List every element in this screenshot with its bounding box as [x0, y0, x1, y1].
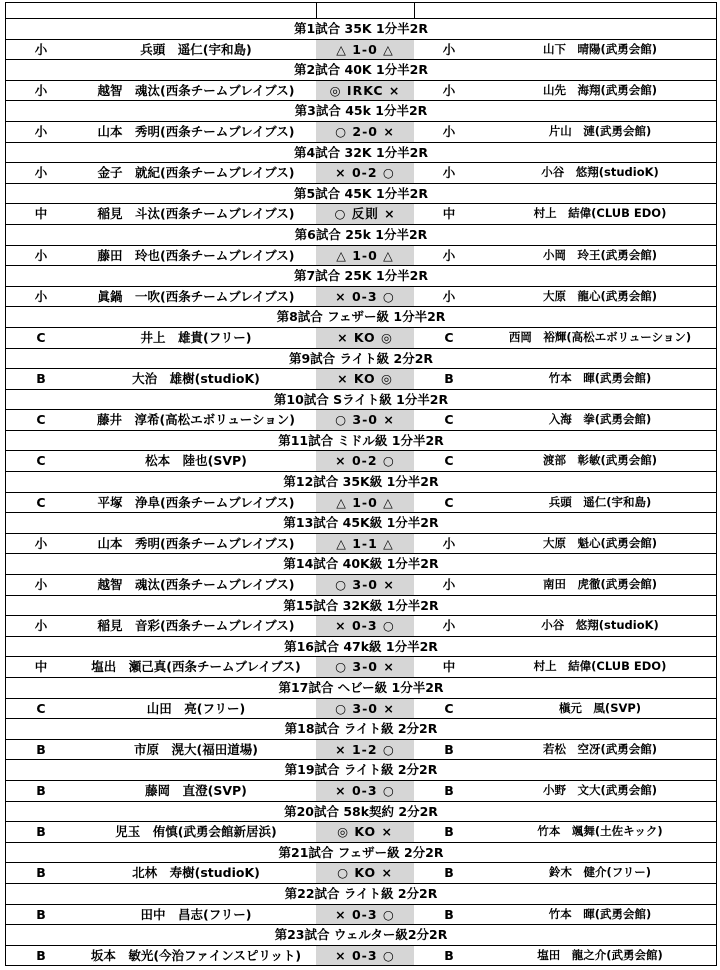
column-divider [316, 3, 317, 18]
right-class: 小 [442, 165, 456, 181]
right-class: 小 [442, 82, 456, 98]
left-fighter-name: 藤田 玲也(西条チームブレイブス) [97, 247, 295, 263]
bout-header: 第1試合 35K 1分半2R [6, 19, 716, 40]
bout-row [6, 122, 716, 143]
right-fighter-name: 西岡 裕輝(高松エボリューション) [508, 329, 692, 344]
left-class: 小 [34, 123, 48, 139]
bout-result: △ 1-0 △ [316, 246, 414, 266]
right-class: 中 [442, 206, 456, 222]
right-fighter-name: 入海 拳(武勇会館) [548, 412, 652, 427]
bout-result: △ 1-0 △ [316, 40, 414, 60]
left-class: 小 [34, 535, 48, 551]
left-fighter-name: 市原 滉大(福田道場) [134, 741, 258, 757]
right-fighter-name: 槇元 風(SVP) [558, 700, 642, 715]
right-class: C [444, 494, 454, 510]
bout-header: 第2試合 40K 1分半2R [6, 60, 716, 81]
right-fighter-name: 山下 晴陽(武勇会館) [542, 41, 657, 56]
left-fighter-name: 坂本 敏光(今治ファインスピリット) [90, 947, 302, 963]
bout-result: △ 1-1 △ [316, 534, 414, 554]
bout-header: 第16試合 47k級 1分半2R [6, 637, 716, 658]
right-fighter-name: 小野 文大(武勇会館) [542, 782, 657, 797]
left-fighter-name: 越智 魂汰(西条チームブレイブス) [97, 577, 295, 593]
right-fighter-name: 山先 海翔(武勇会館) [542, 82, 657, 97]
bout-result: ◎ IRKC × [316, 81, 414, 101]
right-fighter-name: 小谷 悠翔(studioK) [541, 618, 659, 633]
right-fighter-name: 兵頭 遥仁(宇和島) [548, 494, 652, 509]
bout-result: × 0-3 ○ [316, 905, 414, 925]
left-fighter-name: 金子 就紀(西条チームブレイブス) [97, 165, 295, 181]
bout-row [6, 328, 716, 349]
left-fighter-name: 稲見 音彩(西条チームブレイブス) [97, 618, 295, 634]
bout-header: 第9試合 ライト級 2分2R [6, 349, 716, 370]
left-class: C [36, 412, 46, 428]
bout-result: × 0-3 ○ [316, 946, 414, 966]
bout-result: ◎ KO × [316, 822, 414, 842]
right-fighter-name: 村上 結偉(CLUB EDO) [533, 206, 667, 221]
bout-result: ○ KO × [316, 863, 414, 883]
right-class: C [444, 700, 454, 716]
right-class: 小 [442, 618, 456, 634]
left-class: 小 [34, 82, 48, 98]
bout-result: × 0-3 ○ [316, 287, 414, 307]
right-class: C [444, 453, 454, 469]
bout-header: 第20試合 58k契約 2分2R [6, 802, 716, 823]
right-fighter-name: 鈴木 健介(フリー) [548, 865, 652, 880]
bout-result: ○ 3-0 × [316, 410, 414, 430]
bout-result: ○ 3-0 × [316, 699, 414, 719]
bout-result: △ 1-0 △ [316, 493, 414, 513]
bout-header: 第19試合 ライト級 2分2R [6, 760, 716, 781]
left-class: C [36, 700, 46, 716]
right-class: B [444, 865, 454, 881]
bout-row [6, 657, 716, 678]
left-class: 小 [34, 288, 48, 304]
left-fighter-name: 松本 陸也(SVP) [145, 453, 247, 469]
bout-row [6, 740, 716, 761]
bout-result: × KO ◎ [316, 369, 414, 389]
left-fighter-name: 北林 寿樹(studioK) [132, 865, 260, 881]
bout-header: 第10試合 Sライト級 1分半2R [6, 390, 716, 411]
left-fighter-name: 塩出 瀬己真(西条チームブレイブス) [91, 659, 301, 675]
right-fighter-name: 大原 龍心(武勇会館) [542, 288, 657, 303]
left-class: 中 [34, 659, 48, 675]
right-fighter-name: 塩田 龍之介(武勇会館) [537, 947, 663, 962]
right-fighter-name: 大原 魁心(武勇会館) [542, 535, 657, 550]
left-fighter-name: 越智 魂汰(西条チームブレイブス) [97, 82, 295, 98]
bout-row [6, 575, 716, 596]
left-class: B [36, 741, 46, 757]
bout-row [6, 81, 716, 102]
bout-row [6, 905, 716, 926]
right-class: B [444, 371, 454, 387]
left-class: C [36, 453, 46, 469]
left-fighter-name: 藤岡 直澄(SVP) [145, 782, 247, 798]
results-sheet [5, 2, 717, 966]
bout-row [6, 246, 716, 267]
right-fighter-name: 小岡 玲王(武勇会館) [542, 247, 657, 262]
left-class: 小 [34, 618, 48, 634]
bout-result: ○ 2-0 × [316, 122, 414, 142]
right-fighter-name: 竹本 暉(武勇会館) [548, 906, 652, 921]
left-class: B [36, 906, 46, 922]
right-class: 小 [442, 577, 456, 593]
right-class: B [444, 824, 454, 840]
left-fighter-name: 兵頭 遥仁(宇和島) [140, 41, 252, 57]
left-class: B [36, 824, 46, 840]
bout-row [6, 410, 716, 431]
bout-header: 第18試合 ライト級 2分2R [6, 719, 716, 740]
bout-header: 第15試合 32K級 1分半2R [6, 596, 716, 617]
left-fighter-name: 平塚 浄阜(西条チームブレイブス) [97, 494, 295, 510]
right-class: 小 [442, 41, 456, 57]
bout-result: ○ 3-0 × [316, 657, 414, 677]
bout-row [6, 822, 716, 843]
right-class: C [444, 329, 454, 345]
right-class: 小 [442, 535, 456, 551]
bout-header: 第12試合 35K級 1分半2R [6, 472, 716, 493]
bout-header: 第11試合 ミドル級 1分半2R [6, 431, 716, 452]
bout-header: 第6試合 25k 1分半2R [6, 225, 716, 246]
left-fighter-name: 井上 雄貴(フリー) [140, 329, 252, 345]
bout-row [6, 369, 716, 390]
left-fighter-name: 児玉 侑慎(武勇会館新居浜) [115, 824, 277, 840]
top-blank-row [6, 3, 716, 19]
bout-row [6, 534, 716, 555]
bout-row [6, 699, 716, 720]
right-class: 中 [442, 659, 456, 675]
bout-result: × 1-2 ○ [316, 740, 414, 760]
right-fighter-name: 若松 空冴(武勇会館) [542, 741, 657, 756]
column-divider [414, 3, 415, 18]
right-class: C [444, 412, 454, 428]
bout-result: ○ 反則 × [316, 204, 414, 224]
bout-row [6, 493, 716, 514]
bout-result: × 0-2 ○ [316, 451, 414, 471]
bout-header: 第14試合 40K級 1分半2R [6, 554, 716, 575]
right-class: 小 [442, 288, 456, 304]
right-fighter-name: 片山 漣(武勇会館) [548, 123, 652, 138]
right-fighter-name: 竹本 颯舞(土佐キック) [537, 824, 663, 839]
bout-header: 第21試合 フェザー級 2分2R [6, 843, 716, 864]
left-class: 小 [34, 577, 48, 593]
left-fighter-name: 稲見 斗汰(西条チームブレイブス) [97, 206, 295, 222]
bout-header: 第3試合 45k 1分半2R [6, 101, 716, 122]
left-fighter-name: 大治 雄樹(studioK) [132, 371, 260, 387]
right-class: B [444, 947, 454, 963]
bout-header: 第17試合 ヘビー級 1分半2R [6, 678, 716, 699]
bout-result: × 0-3 ○ [316, 616, 414, 636]
right-fighter-name: 渡部 彰敏(武勇会館) [542, 453, 657, 468]
right-class: B [444, 782, 454, 798]
left-class: 中 [34, 206, 48, 222]
bout-result: × 0-2 ○ [316, 163, 414, 183]
right-class: 小 [442, 123, 456, 139]
bout-header: 第7試合 25K 1分半2R [6, 266, 716, 287]
left-fighter-name: 田中 昌志(フリー) [140, 906, 252, 922]
bout-result: ○ 3-0 × [316, 575, 414, 595]
right-fighter-name: 南田 虎徹(武勇会館) [542, 577, 657, 592]
bout-header: 第4試合 32K 1分半2R [6, 143, 716, 164]
left-class: C [36, 329, 46, 345]
bout-result: × KO ◎ [316, 328, 414, 348]
right-class: B [444, 741, 454, 757]
left-fighter-name: 山本 秀明(西条チームブレイブス) [97, 535, 295, 551]
left-class: B [36, 865, 46, 881]
right-fighter-name: 小谷 悠翔(studioK) [541, 165, 659, 180]
bout-result: × 0-3 ○ [316, 781, 414, 801]
left-fighter-name: 藤井 淳希(高松エボリューション) [96, 412, 296, 428]
left-class: 小 [34, 165, 48, 181]
left-class: B [36, 782, 46, 798]
bout-header: 第8試合 フェザー級 1分半2R [6, 307, 716, 328]
left-fighter-name: 眞鍋 一吹(西条チームブレイブス) [97, 288, 295, 304]
left-fighter-name: 山本 秀明(西条チームブレイブス) [97, 123, 295, 139]
bout-row [6, 163, 716, 184]
left-class: B [36, 947, 46, 963]
left-class: 小 [34, 41, 48, 57]
bout-row [6, 204, 716, 225]
bout-row [6, 451, 716, 472]
right-fighter-name: 竹本 暉(武勇会館) [548, 371, 652, 386]
right-fighter-name: 村上 結偉(CLUB EDO) [533, 659, 667, 674]
bout-row [6, 781, 716, 802]
bout-row [6, 616, 716, 637]
left-fighter-name: 山田 亮(フリー) [146, 700, 246, 716]
bout-row [6, 287, 716, 308]
left-class: 小 [34, 247, 48, 263]
bout-header: 第13試合 45K級 1分半2R [6, 513, 716, 534]
bout-header: 第5試合 45K 1分半2R [6, 184, 716, 205]
right-class: 小 [442, 247, 456, 263]
right-class: B [444, 906, 454, 922]
bout-list [6, 19, 716, 966]
bout-row [6, 946, 716, 967]
bout-header: 第23試合 ウェルター級2分2R [6, 925, 716, 946]
left-class: B [36, 371, 46, 387]
bout-row [6, 40, 716, 61]
bout-header: 第22試合 ライト級 2分2R [6, 884, 716, 905]
left-class: C [36, 494, 46, 510]
bout-row [6, 863, 716, 884]
